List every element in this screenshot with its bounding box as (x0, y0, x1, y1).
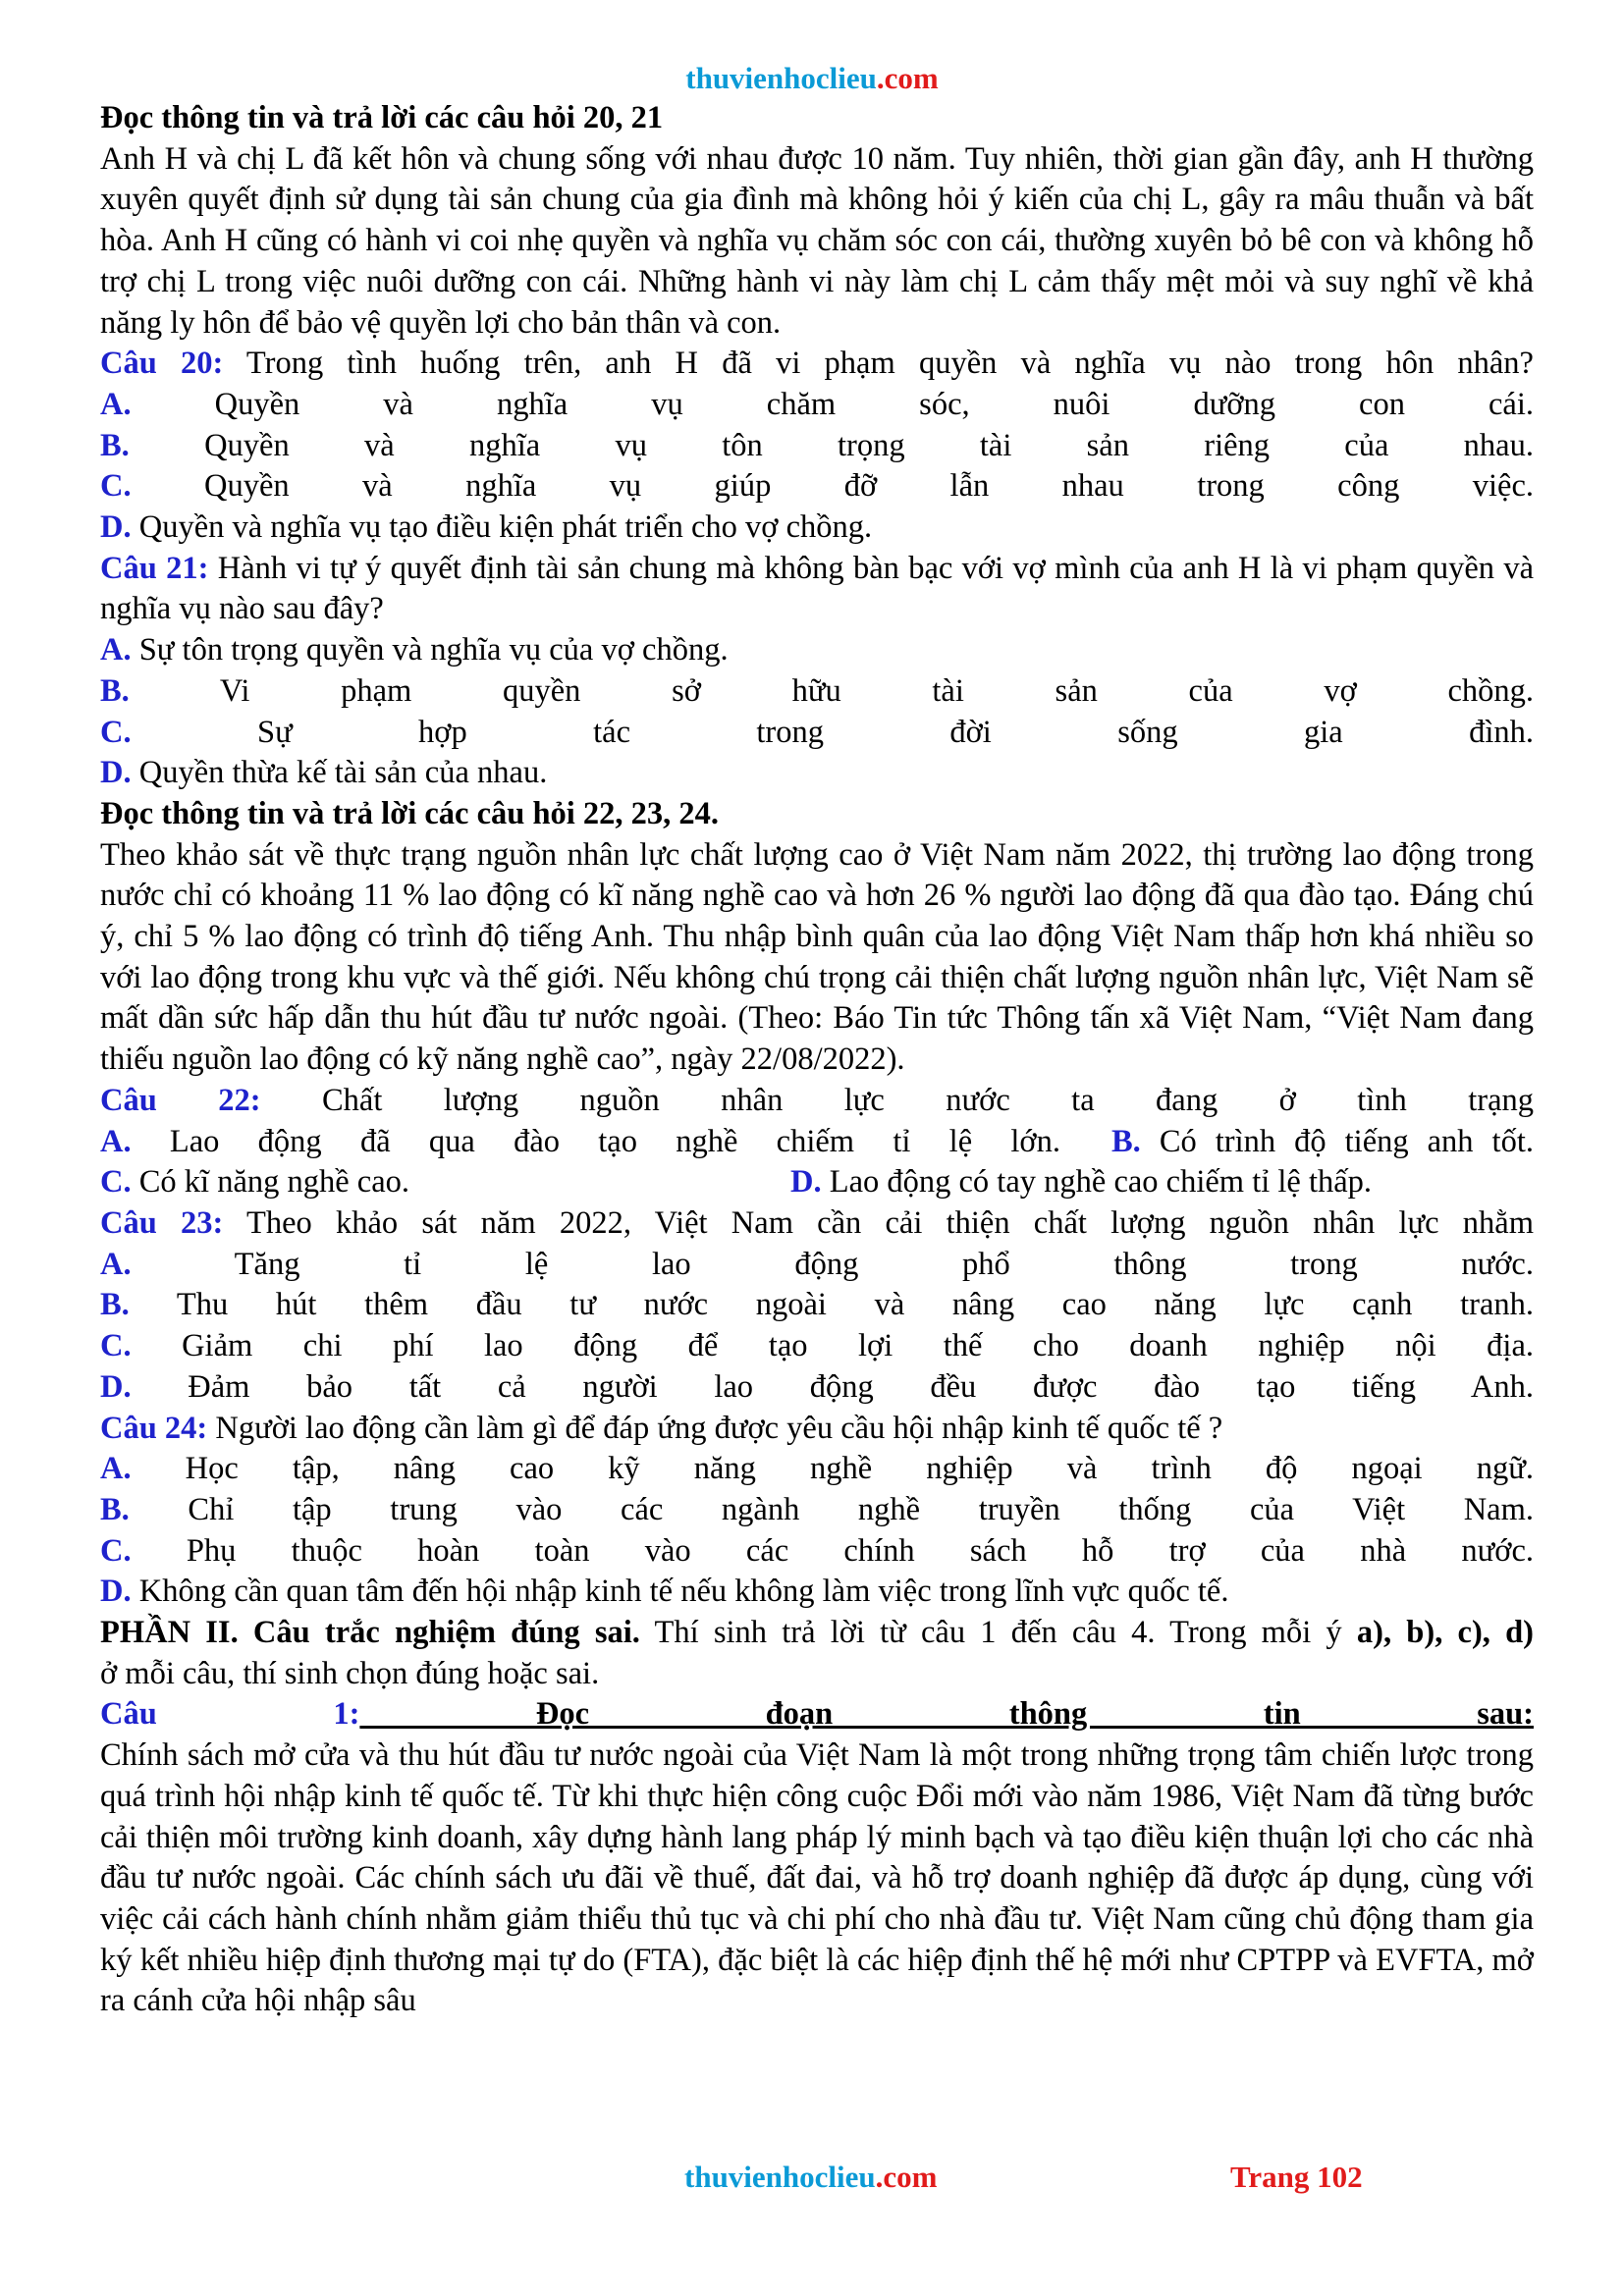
option-text: Học tập, nâng cao kỹ năng nghề nghiệp và trình độ ngoại ngữ. (131, 1451, 1534, 1487)
q20-option-b (100, 426, 1534, 467)
q23-option-d (100, 1367, 1534, 1409)
page-number: Trang 102 (1230, 2160, 1363, 2194)
option-label: C. (100, 714, 132, 750)
option-label: B. (1111, 1123, 1141, 1159)
part2-q1-text: Đọc đoạn thông tin sau: (359, 1696, 1534, 1733)
option-text: Vi phạm quyền sở hữu tài sản của vợ chồng. (129, 672, 1534, 709)
option-label: A. (100, 1451, 132, 1487)
option-label: A. (100, 386, 132, 422)
block2-heading: Đọc thông tin và trả lời các câu hỏi 22, 23, 24. (100, 795, 720, 831)
q24-stem (100, 1409, 1534, 1450)
q22-options-cd (100, 1162, 1534, 1203)
option-label: C. (100, 1328, 132, 1364)
q24-option-c (100, 1531, 1534, 1573)
part2-instruction-cont: ở mỗi câu, thí sinh chọn đúng hoặc sai. (100, 1655, 600, 1691)
q22-option-c (100, 1162, 790, 1203)
option-label: B. (100, 427, 130, 463)
footer-site (684, 2160, 938, 2195)
footer-site-name: thuvienhoclieu (684, 2160, 876, 2194)
option-label: D. (100, 1574, 132, 1610)
option-text: Đảm bảo tất cả người lao động đều được đào tạo tiếng Anh. (131, 1368, 1534, 1405)
q24-option-a (100, 1449, 1534, 1490)
option-label: C. (100, 1164, 132, 1201)
option-text: Giảm chi phí lao động để tạo lợi thế cho doanh nghiệp nội địa. (131, 1328, 1534, 1364)
part2-intro (100, 1613, 1534, 1654)
site-header (0, 61, 1624, 96)
q22-stem (100, 1081, 1534, 1122)
option-label: D. (100, 755, 132, 791)
q24-option-d (100, 1572, 1534, 1613)
q22-label: Câu 22: (100, 1082, 261, 1118)
q20-option-d (100, 507, 1534, 549)
option-label: A. (100, 632, 132, 668)
q21-option-b (100, 671, 1534, 713)
q23-stem (100, 1203, 1534, 1245)
q23-label: Câu 23: (100, 1204, 224, 1241)
q20-option-a (100, 385, 1534, 426)
option-text: Quyền và nghĩa vụ chăm sóc, nuôi dưỡng con cái. (131, 386, 1534, 422)
q20-label: Câu 20: (100, 346, 224, 382)
q21-stem (100, 549, 1534, 630)
q23-text: Theo khảo sát năm 2022, Việt Nam cần cải thiện chất lượng nguồn nhân lực nhằm (223, 1204, 1535, 1241)
part2-title: PHẦN II. Câu trắc nghiệm đúng sai. (100, 1615, 640, 1651)
option-text: Quyền và nghĩa vụ tôn trọng tài sản riêng của nhau. (129, 427, 1534, 463)
option-label: D. (100, 1368, 132, 1405)
option-label: A. (100, 1123, 132, 1159)
option-text: Lao động đã qua đào tạo nghề chiếm tỉ lệ lớn. (131, 1123, 1060, 1159)
option-text: Có kĩ năng nghề cao. (131, 1164, 410, 1201)
q22-options-ab (100, 1122, 1534, 1163)
option-text: Sự hợp tác trong đời sống gia đình. (131, 714, 1534, 750)
option-label: B. (100, 1491, 130, 1527)
option-label: D. (100, 509, 132, 546)
option-label: D. (790, 1164, 822, 1201)
q22-text: Chất lượng nguồn nhân lực nước ta đang ở tình trạng (260, 1082, 1534, 1118)
q21-text: Hành vi tự ý quyết định tài sản chung mà không bàn bạc với vợ mình của anh H là vi phạm quyền và nghĩa vụ nào sau đây? (100, 550, 1534, 627)
option-text: Chỉ tập trung vào các ngành nghề truyền thống của Việt Nam. (129, 1491, 1534, 1527)
part2-q1-stem (100, 1694, 1534, 1735)
q23-option-c (100, 1326, 1534, 1367)
q21-option-d (100, 753, 1534, 794)
q21-option-c (100, 713, 1534, 754)
q22-option-d (790, 1162, 1372, 1203)
block1-heading: Đọc thông tin và trả lời các câu hỏi 20, 21 (100, 100, 664, 135)
q21-label: Câu 21: (100, 550, 209, 586)
option-label: C. (100, 468, 132, 505)
q22-option-a (100, 1122, 1060, 1163)
q20-option-c (100, 466, 1534, 507)
q22-option-b (1060, 1122, 1534, 1163)
q20-stem (100, 344, 1534, 385)
document-body (100, 98, 1534, 2022)
part2-items: a), b), c), d) (1356, 1615, 1534, 1651)
option-text: Không cần quan tâm đến hội nhập kinh tế nếu không làm việc trong lĩnh vực quốc tế. (131, 1574, 1229, 1610)
footer-site-tld: .com (875, 2160, 938, 2194)
option-text: Thu hút thêm đầu tư nước ngoài và nâng cao năng lực cạnh tranh. (129, 1287, 1534, 1323)
option-text: Quyền thừa kế tài sản của nhau. (131, 755, 548, 791)
q23-option-a (100, 1245, 1534, 1286)
part2-q1-label: Câu 1: (100, 1696, 360, 1733)
option-text: Sự tôn trọng quyền và nghĩa vụ của vợ chồng. (131, 632, 729, 668)
block2-passage: Theo khảo sát về thực trạng nguồn nhân lực chất lượng cao ở Việt Nam năm 2022, thị trường lao động trong nước chỉ có khoảng 11 % lao động có kĩ năng nghề cao và hơn 26 % người lao động đã qua đào tạo. Đáng chú ý, chỉ 5 % lao động có trình độ tiếng Anh. Thu nhập bình quân của lao động Việt Nam thấp hơn khá nhiều so với lao động trong khu vực và thế giới. Nếu không chú trọng cải thiện chất lượng nguồn nhân lực, Việt Nam sẽ mất dần sức hấp dẫn thu hút đầu tư nước ngoài. (Theo: Báo Tin tức Thông tấn xã Việt Nam, “Việt Nam đang thiếu nguồn lao động có kỹ năng nghề cao”, ngày 22/08/2022). (100, 836, 1534, 1078)
q21-option-a (100, 630, 1534, 671)
header-site-tld: .com (876, 61, 939, 95)
header-site-name: thuvienhoclieu (685, 61, 877, 95)
page-footer (0, 2160, 1624, 2199)
option-label: B. (100, 1287, 130, 1323)
option-text: Lao động có tay nghề cao chiếm tỉ lệ thấp. (821, 1164, 1373, 1201)
q24-text: Người lao động cần làm gì để đáp ứng được yêu cầu hội nhập kinh tế quốc tế ? (207, 1410, 1223, 1446)
part2-instruction: Thí sinh trả lời từ câu 1 đến câu 4. Trong mỗi ý (639, 1615, 1357, 1651)
option-text: Quyền và nghĩa vụ giúp đỡ lẫn nhau trong công việc. (131, 468, 1534, 505)
option-text: Quyền và nghĩa vụ tạo điều kiện phát triển cho vợ chồng. (131, 509, 873, 546)
option-text: Phụ thuộc hoàn toàn vào các chính sách hỗ trợ của nhà nước. (131, 1532, 1534, 1569)
q24-option-b (100, 1490, 1534, 1531)
option-label: B. (100, 672, 130, 709)
option-text: Có trình độ tiếng anh tốt. (1140, 1123, 1534, 1159)
part2-q1-passage: Chính sách mở cửa và thu hút đầu tư nước ngoài của Việt Nam là một trong những trọng tâm chiến lược trong quá trình hội nhập kinh tế quốc tế. Từ khi thực hiện công cuộc Đổi mới vào năm 1986, Việt Nam đã từng bước cải thiện môi trường kinh doanh, xây dựng hành lang pháp lý minh bạch và tạo điều kiện thuận lợi cho các nhà đầu tư nước ngoài. Các chính sách ưu đãi về thuế, đất đai, và hỗ trợ doanh nghiệp đã được áp dụng, cùng với việc cải cách hành chính nhằm giảm thiểu thủ tục và chi phí cho nhà đầu tư. Việt Nam cũng chủ động tham gia ký kết nhiều hiệp định thương mại tự do (FTA), đặc biệt là các hiệp định thế hệ mới như CPTPP và EVFTA, mở ra cánh cửa hội nhập sâu (100, 1737, 1534, 2019)
q23-option-b (100, 1285, 1534, 1326)
option-text: Tăng tỉ lệ lao động phổ thông trong nước. (131, 1246, 1534, 1282)
block1-passage: Anh H và chị L đã kết hôn và chung sống với nhau được 10 năm. Tuy nhiên, thời gian gần đây, anh H thường xuyên quyết định sử dụng tài sản chung của gia đình mà không hỏi ý kiến của chị L, gây ra mâu thuẫn và bất hòa. Anh H cũng có hành vi coi nhẹ quyền và nghĩa vụ chăm sóc con cái, thường xuyên bỏ bê con và không hỗ trợ chị L trong việc nuôi dưỡng con cái. Những hành vi này làm chị L cảm thấy mệt mỏi và suy nghĩ về khả năng ly hôn để bảo vệ quyền lợi cho bản thân và con. (100, 140, 1534, 341)
option-label: C. (100, 1532, 132, 1569)
q24-label: Câu 24: (100, 1410, 208, 1446)
q20-text: Trong tình huống trên, anh H đã vi phạm quyền và nghĩa vụ nào trong hôn nhân? (223, 346, 1534, 382)
option-label: A. (100, 1246, 132, 1282)
